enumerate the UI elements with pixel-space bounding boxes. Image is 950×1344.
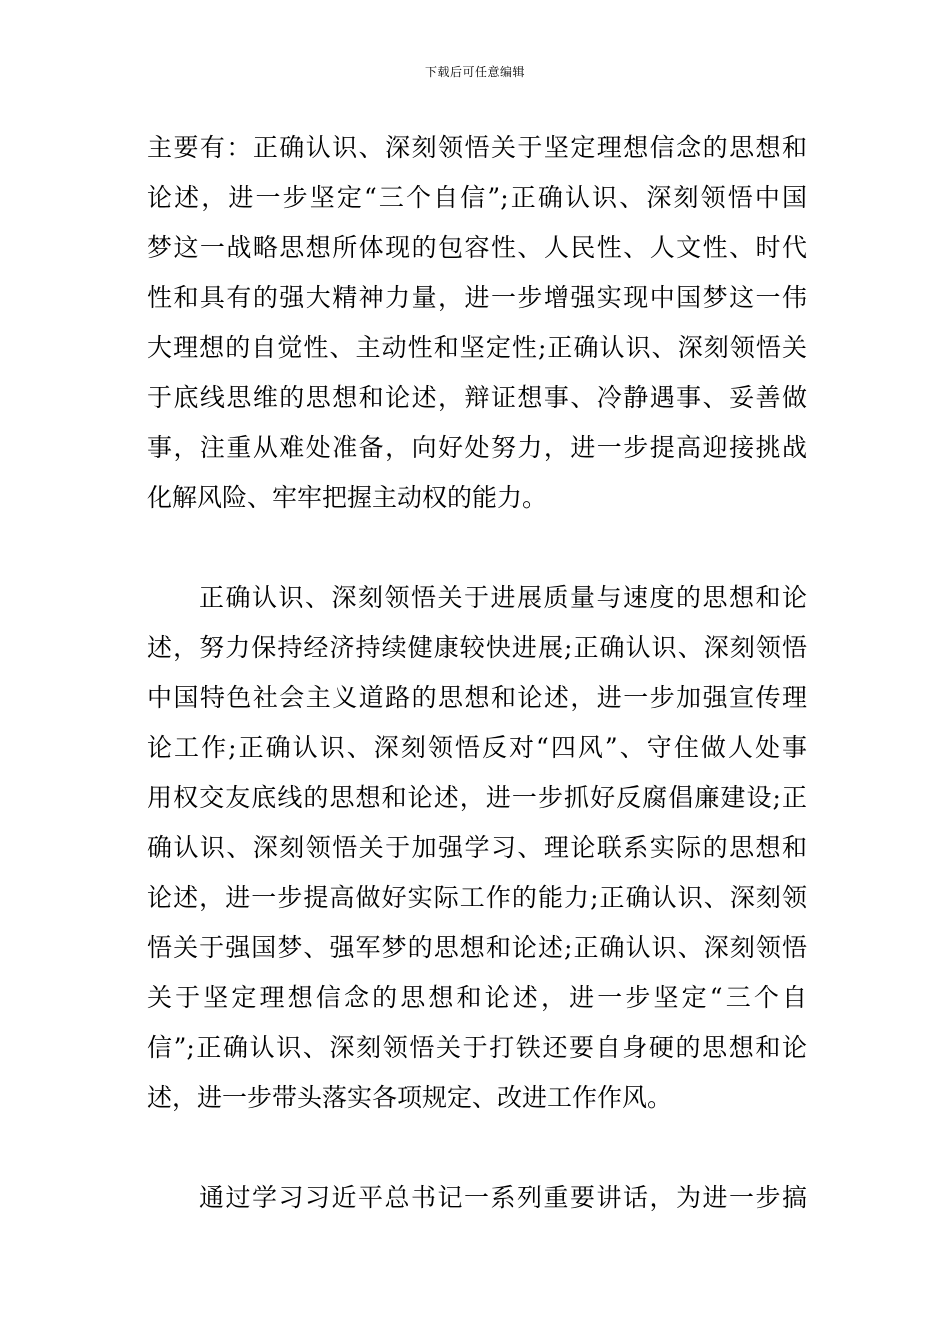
text-line: 梦这一战略思想所体现的包容性、人民性、人文性、时代	[147, 233, 807, 262]
text-line: 述，进一步带头落实各项规定、改进工作作风。	[147, 1083, 673, 1112]
text-line: 化解风险、牢牢把握主动权的能力。	[147, 483, 548, 512]
paragraph-1	[147, 123, 807, 523]
text-line: 悟关于强国梦、强军梦的思想和论述;正确认识、深刻领悟	[147, 933, 807, 962]
text-line: 论工作;正确认识、深刻领悟反对“四风”、守住做人处事	[147, 733, 807, 762]
text-line: 主要有：正确认识、深刻领悟关于坚定理想信念的思想和	[147, 133, 807, 162]
text-line: 大理想的自觉性、主动性和坚定性;正确认识、深刻领悟关	[147, 333, 807, 362]
text-line: 于底线思维的思想和论述，辩证想事、冷静遇事、妥善做	[147, 383, 807, 412]
text-line: 事，注重从难处准备，向好处努力，进一步提高迎接挑战	[147, 433, 807, 462]
text-line: 论述，进一步坚定“三个自信”;正确认识、深刻领悟中国	[147, 183, 807, 212]
text-line: 述，努力保持经济持续健康较快进展;正确认识、深刻领悟	[147, 633, 807, 662]
text-line: 信”;正确认识、深刻领悟关于打铁还要自身硬的思想和论	[147, 1033, 807, 1062]
paragraph-2	[147, 573, 807, 1123]
text-line: 通过学习习近平总书记一系列重要讲话，为进一步搞	[199, 1183, 807, 1212]
text-line: 中国特色社会主义道路的思想和论述，进一步加强宣传理	[147, 683, 807, 712]
text-line: 用权交友底线的思想和论述，进一步抓好反腐倡廉建设;正	[147, 783, 807, 812]
text-line: 论述，进一步提高做好实际工作的能力;正确认识、深刻领	[147, 883, 807, 912]
text-line: 性和具有的强大精神力量，进一步增强实现中国梦这一伟	[147, 283, 807, 312]
text-line: 关于坚定理想信念的思想和论述，进一步坚定“三个自	[147, 983, 807, 1012]
text-line: 正确认识、深刻领悟关于进展质量与速度的思想和论	[199, 583, 807, 612]
page-header: 下载后可任意编辑	[424, 65, 525, 79]
text-line: 确认识、深刻领悟关于加强学习、理论联系实际的思想和	[147, 833, 807, 862]
paragraph-3	[147, 1173, 807, 1223]
